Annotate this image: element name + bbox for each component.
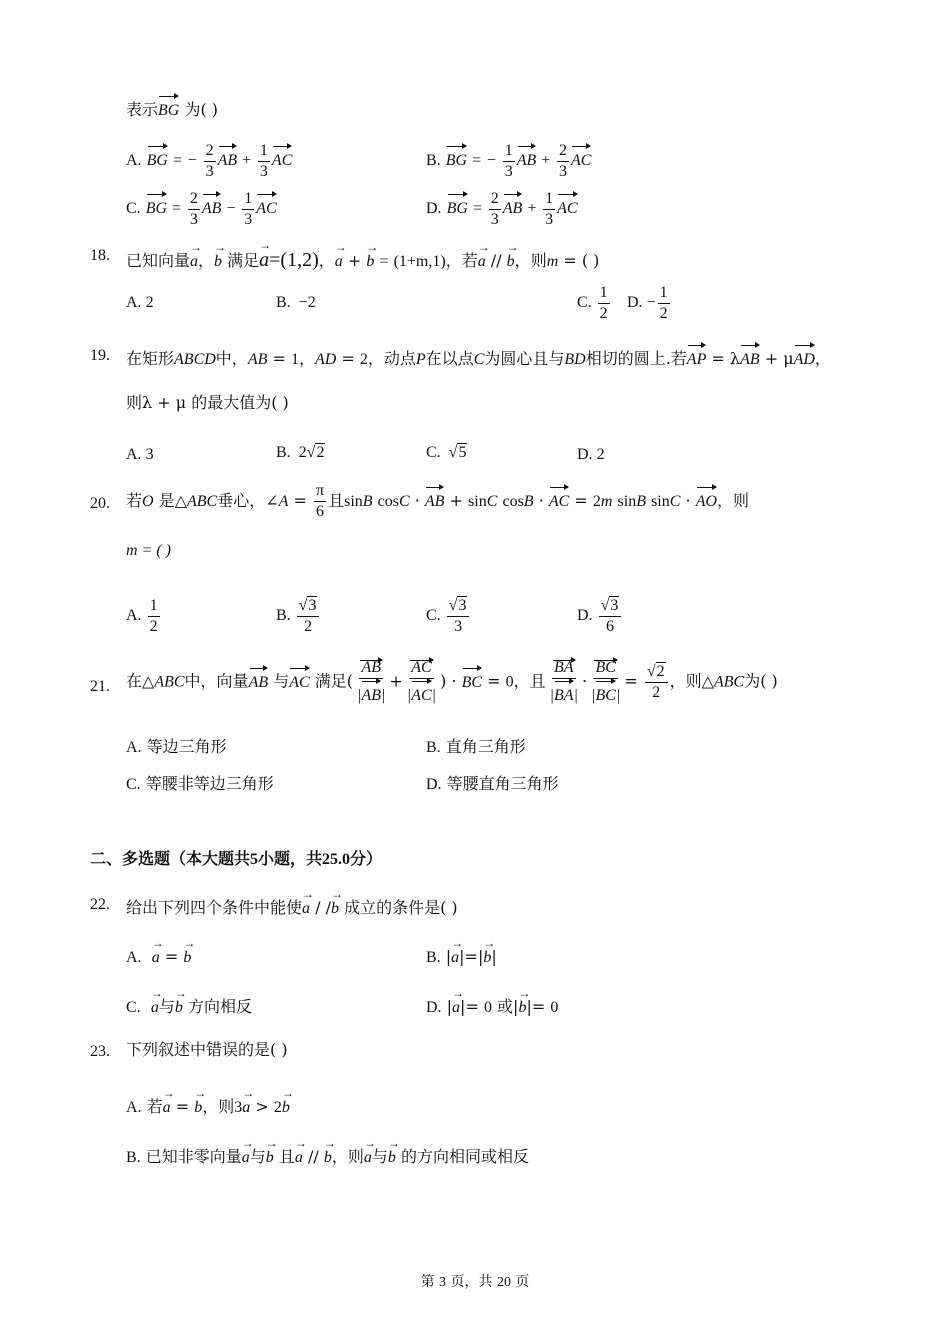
q22-option-a[interactable]: A. a → = b → [126,942,191,968]
q19-option-c[interactable]: C. √5 [426,444,467,461]
q23-option-b[interactable]: B. 已知非零向量a →与b → 且a → // b →，则a →与b → 的方向相同或相反 [126,1142,529,1168]
q18-option-b[interactable]: B. −2 [276,294,316,311]
q18-option-d-fraction: $\frac{1}{2}$ [659,284,668,322]
q18-option-c[interactable]: C. $\frac{1}{2}$ [577,284,608,322]
q17-option-b[interactable]: B. BG = − $\frac{1}{3}$ AB + $\frac{2}{3}$ AC [426,142,592,180]
page-footer: 第 3 页，共 20 页 [420,1274,530,1290]
q18-stem: 已知向量a →，b → 满足a →=(1,2)，a → + b → = (1+m,1)，若a → // b →，则m = ( ) [126,244,599,272]
q21-option-c[interactable]: C. 等腰非等边三角形 [126,774,274,793]
q18-option-a[interactable]: A. 2 [126,294,154,311]
q20-option-d[interactable]: D. $\frac{√3}{6}$ [577,596,623,637]
q22-stem: 给出下列四个条件中能使a → / /b → 成立的条件是( ) [126,893,458,919]
q21-option-d[interactable]: D. 等腰直角三角形 [426,774,559,793]
q19-stem: 在矩形ABCD中，AB = 1，AD = 2，动点P在以点C为圆心且与BD相切的圆上.若AP = λAB + μAD， [126,343,831,370]
q17-option-d[interactable]: D. BG = $\frac{2}{3}$ AB + $\frac{1}{3}$ AC [426,190,578,228]
q20-option-c[interactable]: C. $\frac{√3}{3}$ [426,596,471,637]
q22-option-b[interactable]: B. |a →|=|b →| [426,942,497,968]
q22-option-c[interactable]: C. a →与b → 方向相反 [126,992,252,1018]
q18-option-d[interactable]: D. − $\frac{1}{2}$ [627,284,668,322]
q17-stem: 表示BG 为( ) [126,94,218,121]
q20-option-b[interactable]: B. $\frac{√3}{2}$ [276,596,321,637]
q20-number: 20. [90,495,110,512]
q17-option-d-formula: BG = $\frac{2}{3}$ AB + $\frac{1}{3}$ AC [446,190,578,228]
q17-option-a-formula: BG = − $\frac{2}{3}$ AB + $\frac{1}{3}$ AC [146,142,293,180]
q17-option-a[interactable]: A. BG = − $\frac{2}{3}$ AB + $\frac{1}{3}$ AC [126,142,293,180]
q23-option-a[interactable]: A. 若a → = b →，则3a → > 2b → [126,1092,290,1118]
q20-stem: 若O 是△ABC垂心，∠A = $\frac{\pi}{6}$ 且sinB cosC · AB + sinC cosB · AC = 2m sinB sinC · AO，则 [126,482,750,520]
q19-option-d[interactable]: D. 2 [577,446,605,463]
q22-number: 22. [90,896,110,913]
q21-stem: 在△ABC中，向量AB 与AC 满足( $\frac{AB}{|AB|}$ + $\frac{AC}{|AC|}$ ) · BC = 0，且 $\frac{BA}{|BA|}$ · $\frac{BC}{|BC|}$ = $\frac{√2}{2}$ ，则△ABC为( ) [126,659,778,704]
q23-stem: 下列叙述中错误的是( ) [126,1040,288,1059]
q21-number: 21. [90,678,110,695]
q17-option-b-formula: BG = − $\frac{1}{3}$ AB + $\frac{2}{3}$ AC [445,142,592,180]
q17-option-c[interactable]: C. BG = $\frac{2}{3}$ AB − $\frac{1}{3}$ AC [126,190,277,228]
q21-option-a[interactable]: A. 等边三角形 [126,737,227,756]
q19-number: 19. [90,347,110,364]
q23-number: 23. [90,1043,110,1060]
q22-option-d[interactable]: D. |a →|= 0 或|b →|= 0 [426,992,558,1018]
q20-option-a[interactable]: A. $\frac{1}{2}$ [126,597,158,635]
section-2-title: 二、多选题（本大题共5小题，共25.0分） [90,849,383,868]
q17-option-c-formula: BG = $\frac{2}{3}$ AB − $\frac{1}{3}$ AC [145,190,277,228]
q21-option-b[interactable]: B. 直角三角形 [426,737,526,756]
q19-stem-line2: 则λ + μ 的最大值为( ) [126,393,289,412]
q19-option-b[interactable]: B. 2√2 [276,444,325,461]
vector-bg: BG [158,94,179,121]
q19-option-a[interactable]: A. 3 [126,446,154,463]
q20-stem-line2: m = ( ) [126,542,172,559]
q18-option-c-fraction: $\frac{1}{2}$ [599,284,608,322]
q18-number: 18. [90,247,110,264]
